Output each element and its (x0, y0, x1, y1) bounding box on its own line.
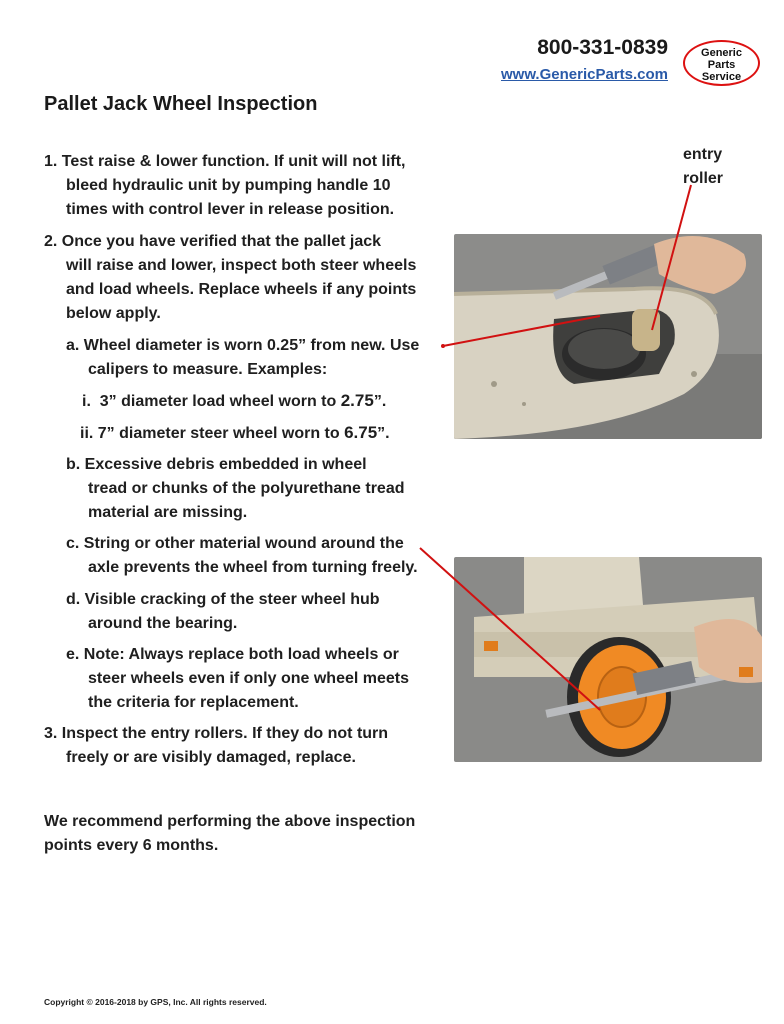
item-c-line-1: c. String or other material wound around the (66, 535, 404, 552)
step-1-line-1: 1. Test raise & lower function. If unit will not lift, (44, 153, 406, 170)
step-2-line-2: will raise and lower, inspect both steer wheels (66, 257, 417, 274)
logo-line-1: Generic (701, 47, 742, 59)
item-e-line-2: steer wheels even if only one wheel meets (88, 670, 410, 687)
step-3-line-1: 3. Inspect the entry rollers. If they do not turn (44, 725, 389, 742)
website-link[interactable]: www.GenericParts.com (500, 66, 668, 83)
logo-line-2: Parts (707, 59, 736, 71)
item-a-i-text: i. 3” diameter load wheel worn to (82, 393, 341, 410)
item-b-line-1: b. Excessive debris embedded in wheel (66, 456, 367, 473)
recommendation-line-1: We recommend performing the above inspection (44, 813, 416, 830)
item-a-line-2: calipers to measure. Examples: (88, 361, 328, 378)
item-c-line-2: axle prevents the wheel from turning freely. (88, 559, 418, 576)
item-a-line-1: a. Wheel diameter is worn 0.25” from new. Use (66, 337, 420, 354)
step-1-line-3: times with control lever in release position. (66, 201, 395, 218)
step-1-line-2: bleed hydraulic unit by pumping handle 10 (66, 177, 391, 194)
item-a-i-end: ”. (373, 393, 387, 410)
item-e-line-1: e. Note: Always replace both load wheels or (66, 646, 399, 663)
item-b-line-2: tread or chunks of the polyurethane tread (88, 480, 405, 497)
item-e-line-3: the criteria for replacement. (88, 694, 299, 711)
page-title: Pallet Jack Wheel Inspection (44, 93, 318, 115)
item-d-line-1: d. Visible cracking of the steer wheel hub (66, 591, 380, 608)
step-2-line-4: below apply. (66, 305, 161, 322)
phone-number: 800-331-0839 (537, 36, 668, 59)
item-a-i-value: 2.75 (340, 391, 374, 410)
item-b-line-3: material are missing. (88, 504, 248, 521)
item-a-ii-text: ii. 7” diameter steer wheel worn to (80, 425, 345, 442)
step-2-line-3: and load wheels. Replace wheels if any points (66, 281, 417, 298)
copyright-footer: Copyright © 2016-2018 by GPS, Inc. All rights reserved. (44, 997, 267, 1007)
step-2-line-1: 2. Once you have verified that the pallet jack (44, 233, 382, 250)
item-a-ii-end: ”. (377, 425, 390, 442)
step-3-line-2: freely or are visibly damaged, replace. (66, 749, 356, 766)
recommendation-line-2: points every 6 months. (44, 837, 219, 854)
item-d-line-2: around the bearing. (88, 615, 238, 632)
entry-roller-label-line-2: roller (683, 170, 724, 187)
logo-line-3: Service (701, 71, 742, 83)
entry-roller-label-line-1: entry (683, 146, 723, 163)
item-a-ii-value: 6.75 (344, 423, 378, 442)
